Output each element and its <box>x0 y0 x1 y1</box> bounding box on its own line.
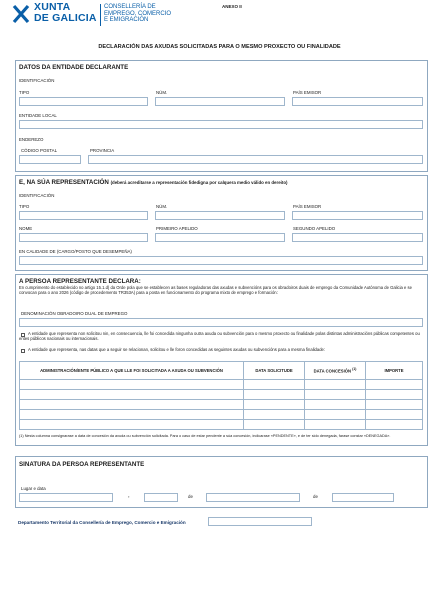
rep-type-field[interactable] <box>19 211 148 220</box>
day-field[interactable] <box>144 493 178 502</box>
representation-note: (deberá acreditarse a representación fidedigna por calquera medio válido en dereito) <box>110 180 288 185</box>
table-row <box>20 400 423 410</box>
rep-type-label: TIPO <box>19 204 30 209</box>
rep-identification-label: IDENTIFICACIÓN <box>19 193 55 198</box>
table-cell[interactable] <box>244 390 305 400</box>
de-label-2: de <box>313 494 318 499</box>
province-label: PROVINCIA <box>90 148 115 153</box>
table-cell[interactable] <box>366 410 423 420</box>
rep-number-label: NÚM. <box>156 204 168 209</box>
entity-number-field[interactable] <box>155 97 285 106</box>
local-entity-field[interactable] <box>19 120 423 129</box>
table-row <box>20 380 423 390</box>
document-title: DECLARACIÓN DAS AXUDAS SOLICITADAS PARA O MESMO PROXECTO OU FINALIDADE <box>98 44 341 50</box>
de-label-1: de <box>188 494 193 499</box>
place-field[interactable] <box>19 493 113 502</box>
table-row <box>20 420 423 430</box>
table-cell[interactable] <box>20 410 244 420</box>
rep-number-field[interactable] <box>155 211 285 220</box>
rep-surname1-field[interactable] <box>155 233 285 242</box>
address-label: ENDEREZO <box>19 137 44 142</box>
logo-separator <box>100 4 101 26</box>
col-amount-header: IMPORTE <box>366 362 423 380</box>
entity-number-label: NÚM. <box>156 90 168 95</box>
table-cell[interactable] <box>305 410 366 420</box>
col-admin-header: ADMINISTRACIÓN/ENTE PÚBLICO A QUE LLE FOI SOLICITADA A AXUDA OU SUBVENCIÓN <box>20 362 244 380</box>
place-date-label: Lugar e data <box>21 486 46 491</box>
declaration-intro: En cumprimento do establecido no artigo 15.1.d) da Orde pola que se establecen as bases reguladoras das axudas e subvencións para os obradoiros duais de emprego da Comunidade Autónoma de Galicia e se convocan para o ano 2026 (código de procedemento TR353A) para a posta en funcionamento do programa mixto de emprego e formación: <box>19 285 412 296</box>
table-cell[interactable] <box>244 410 305 420</box>
footer-department-label: Departamento Territorial da Consellería de Emprego, Comercio e Emigración <box>18 520 186 525</box>
table-cell[interactable] <box>305 400 366 410</box>
col-date-grant-header: DATA CONCESIÓN $^{(1)}$ <box>305 362 366 380</box>
rep-name-label: NOME <box>19 226 33 231</box>
table-cell[interactable] <box>20 400 244 410</box>
comma-separator: , <box>128 493 130 499</box>
entity-type-field[interactable] <box>19 97 148 106</box>
rep-issuer-field[interactable] <box>292 211 423 220</box>
rep-name-field[interactable] <box>19 233 148 242</box>
entity-type-label: TIPO <box>19 90 30 95</box>
table-row <box>20 390 423 400</box>
local-entity-label: ENTIDADE LOCAL <box>19 113 57 118</box>
table-cell[interactable] <box>366 390 423 400</box>
table-cell[interactable] <box>366 400 423 410</box>
program-label: DENOMINACIÓN OBRADOIRO DUAL DE EMPREGO <box>21 311 128 316</box>
department-name: CONSELLERÍA DE EMPREGO, COMERCIO E EMIGRACIÓN <box>104 4 172 24</box>
rep-surname2-field[interactable] <box>292 233 423 242</box>
table-cell[interactable] <box>305 380 366 390</box>
entity-identification-label: IDENTIFICACIÓN <box>19 78 55 83</box>
representation-heading: E, NA SÚA REPRESENTACIÓN (deberá acreditarse a representación fidedigna por calquera medio válido en dereito) <box>19 179 288 186</box>
footer-department-field[interactable] <box>208 517 312 526</box>
entity-issuer-label: PAÍS EMISOR <box>293 90 322 95</box>
table-cell[interactable] <box>305 390 366 400</box>
aid-table <box>19 361 423 430</box>
table-cell[interactable] <box>244 380 305 390</box>
table-cell[interactable] <box>305 420 366 430</box>
rep-issuer-label: PAÍS EMISOR <box>293 204 322 209</box>
rep-capacity-field[interactable] <box>19 256 423 265</box>
table-cell[interactable] <box>366 380 423 390</box>
table-cell[interactable] <box>244 400 305 410</box>
table-row <box>20 410 423 420</box>
postal-code-label: CÓDIGO POSTAL <box>21 148 58 153</box>
entity-heading: DATOS DA ENTIDADE DECLARANTE <box>19 64 129 71</box>
rep-capacity-label: EN CALIDADE DE (CARGO/POSTO QUE DESEMPEÑA) <box>19 249 132 254</box>
option2-text: A entidade que representa, nas datas que a seguir se relacionan, solicitou e lle foron concedidas as seguintes axudas ou subvencións para a mesma finalidade: <box>28 347 326 352</box>
table-cell[interactable] <box>20 390 244 400</box>
declaration-heading: A PERSOA REPRESENTANTE DECLARA: <box>19 278 141 285</box>
postal-code-field[interactable] <box>19 155 81 164</box>
program-field[interactable] <box>19 318 423 327</box>
table-cell[interactable] <box>366 420 423 430</box>
logo-wordmark: XUNTA DE GALICIA <box>34 1 97 24</box>
table-cell[interactable] <box>244 420 305 430</box>
rep-surname2-label: SEGUNDO APELIDO <box>293 226 336 231</box>
col-date-request-header: DATA SOLICITUDE <box>244 362 305 380</box>
province-field[interactable] <box>88 155 423 164</box>
xunta-logo-icon <box>12 4 30 24</box>
rep-surname1-label: PRIMEIRO APELIDO <box>156 226 198 231</box>
table-cell[interactable] <box>20 420 244 430</box>
year-field[interactable] <box>332 493 394 502</box>
entity-issuer-field[interactable] <box>292 97 423 106</box>
table-cell[interactable] <box>20 380 244 390</box>
aid-table-header <box>20 362 423 380</box>
annex-label: ANEXO II <box>222 4 242 9</box>
table-footnote: (1) Nesta columna consignarase a data de concesión da axuda ou subvención solicitada. Para o caso de estar pendente a súa concesión, indicarase «PENDENTE», e de ter sido denegada, farase constar «DENEGADA». <box>19 434 391 438</box>
month-field[interactable] <box>206 493 300 502</box>
option1-text: A entidade que representa non solicitou nin, en consecuencia, lle foi concedida ningunha outra axuda ou subvención para o mesmo proxecto ou finalidade polas distintas administracións públicas competentes ou entes públicos nacionais ou internacionais. <box>19 331 420 342</box>
signature-heading: SINATURA DA PERSOA REPRESENTANTE <box>19 461 145 468</box>
